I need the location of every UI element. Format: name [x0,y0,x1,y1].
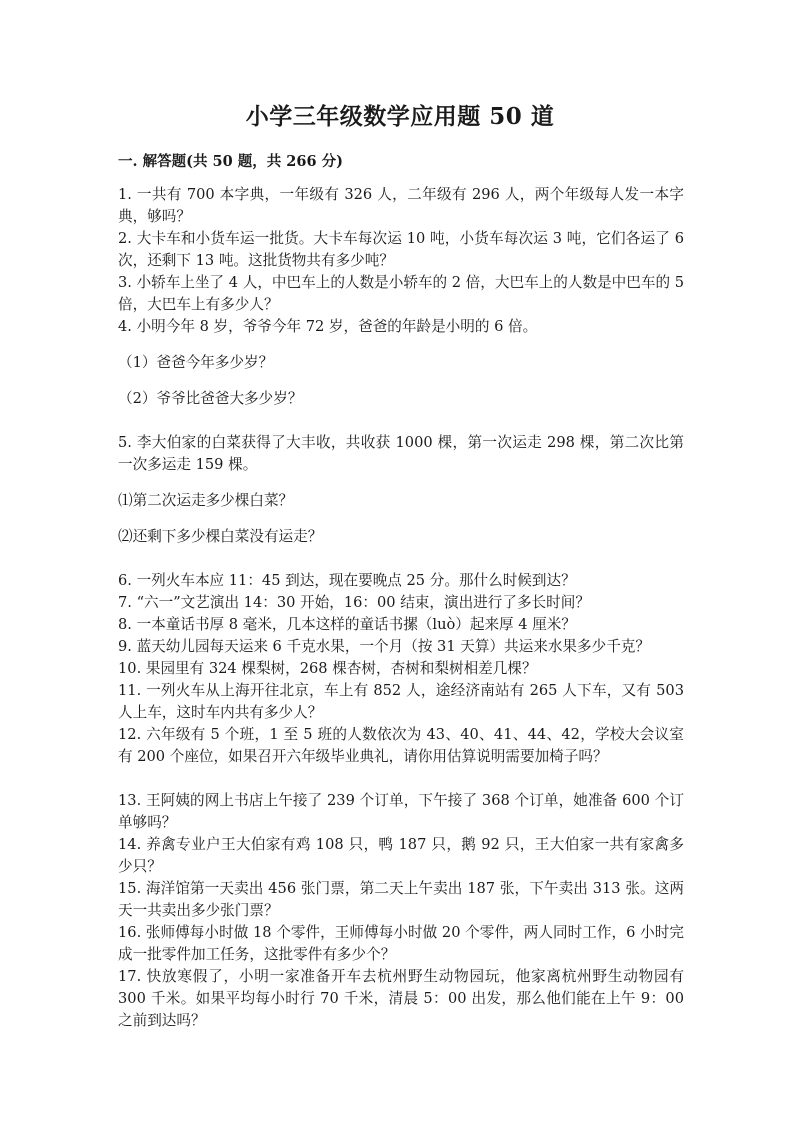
question-4: 4. 小明今年 8 岁，爷爷今年 72 岁，爸爸的年龄是小明的 6 倍。 [118,318,538,335]
question-5-part-2: ⑵还剩下多少棵白菜没有运走？ [118,528,323,545]
question-10: 10. 果园里有 324 棵梨树，268 棵杏树，杏树和梨树相差几棵？ [118,660,537,677]
question-3: 3. 小轿车上坐了 4 人，中巴车上的人数是小轿车的 2 倍，大巴车上的人数是中巴车的 5 倍，大巴车上有多少人？ [118,274,684,313]
question-12: 12. 六年级有 5 个班，1 至 5 班的人数依次为 43、40、41、44、42，学校大会议室有 200 个座位，如果召开六年级毕业典礼，请你用估算说明需要加椅子吗？ [118,726,684,765]
question-15: 15. 海洋馆第一天卖出 456 张门票，第二天上午卖出 187 张，下午卖出 313 张。这两天一共卖出多少张门票？ [118,880,684,919]
question-4-part-1: （1）爸爸今年多少岁？ [118,354,274,371]
question-4-part-2: （2）爷爷比爸爸大多少岁？ [118,390,303,407]
question-17: 17. 快放寒假了，小明一家准备开车去杭州野生动物园玩，他家离杭州野生动物园有 300 千米。如果平均每小时行 70 千米，清晨 5：00 出发，那么他们能在上午 9：00 之前到达吗？ [118,968,684,1029]
question-list [118,184,684,1032]
question-1: 1. 一共有 700 本字典，一年级有 326 人，二年级有 296 人，两个年级每人发一本字典，够吗？ [118,186,684,225]
question-9: 9. 蓝天幼儿园每天运来 6 千克水果，一个月（按 31 天算）共运来水果多少千克？ [118,638,650,655]
question-5: 5. 李大伯家的白菜获得了大丰收，共收获 1000 棵，第一次运走 298 棵，第二次比第一次多运走 159 棵。 [118,434,684,473]
section-heading: 一. 解答题(共 50 题，共 266 分) [118,153,343,170]
question-8: 8. 一本童话书厚 8 毫米，几本这样的童话书摞（luò）起来厚 4 厘米？ [118,616,576,633]
question-16: 16. 张师傅每小时做 18 个零件，王师傅每小时做 20 个零件，两人同时工作，6 小时完成一批零件加工任务，这批零件有多少个？ [118,924,684,963]
question-5-part-1: ⑴第二次运走多少棵白菜？ [118,492,294,509]
question-2: 2. 大卡车和小货车运一批货。大卡车每次运 10 吨，小货车每次运 3 吨，它们各运了 6 次，还剩下 13 吨。这批货物共有多少吨？ [118,230,684,269]
question-13: 13. 王阿姨的网上书店上午接了 239 个订单，下午接了 368 个订单，她准备 600 个订单够吗？ [118,792,684,831]
question-11: 11. 一列火车从上海开往北京，车上有 852 人，途经济南站有 265 人下车，又有 503 人上车，这时车内共有多少人？ [118,682,684,721]
page-title: 小学三年级数学应用题 50 道 [245,103,555,130]
question-6: 6. 一列火车本应 11：45 到达，现在要晚点 25 分。那什么时候到达？ [118,572,576,589]
question-14: 14. 养禽专业户王大伯家有鸡 108 只，鸭 187 只，鹅 92 只，王大伯家一共有家禽多少只？ [118,836,684,875]
question-7: 7. “六一”文艺演出 14：30 开始，16：00 结束，演出进行了多长时间？ [118,594,590,611]
